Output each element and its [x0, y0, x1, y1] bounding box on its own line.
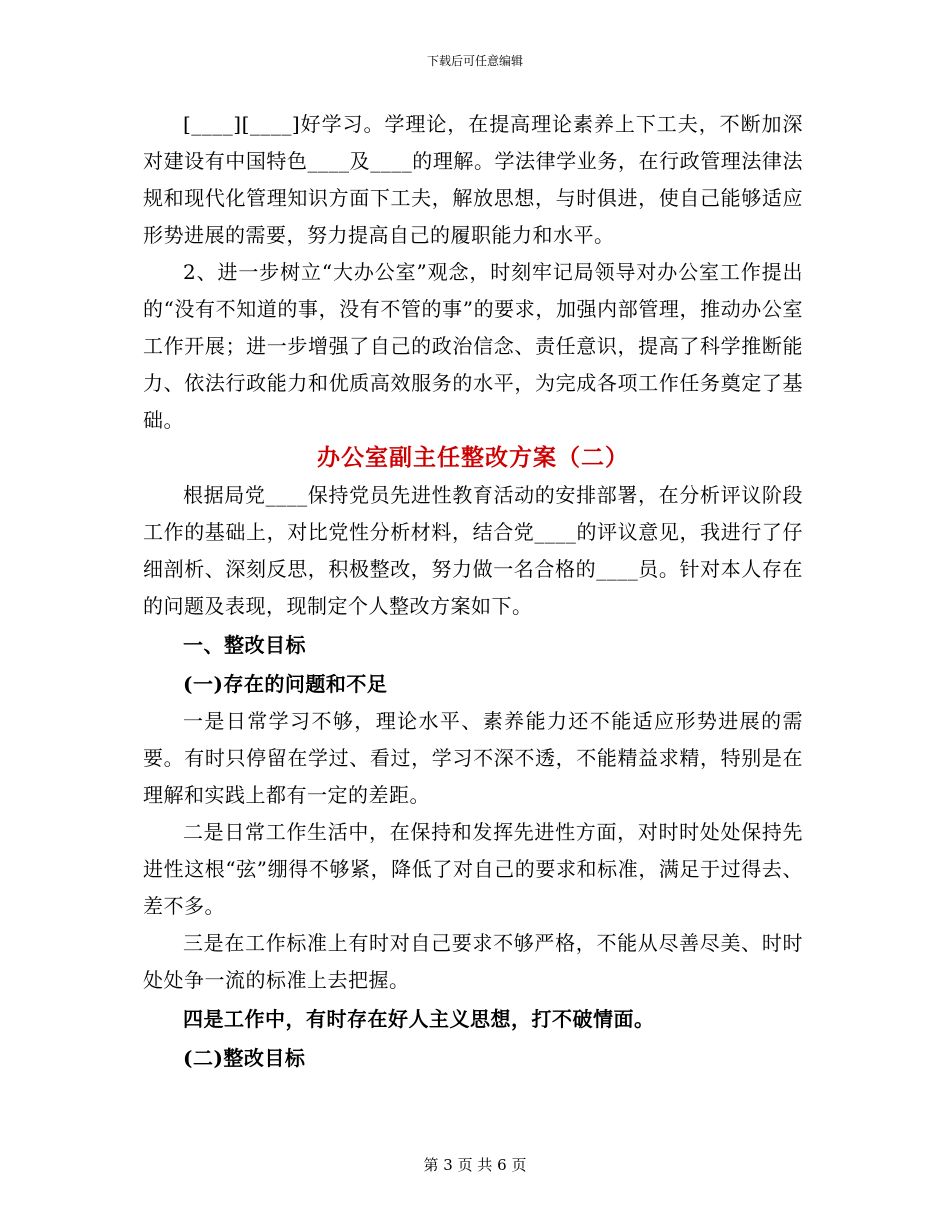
paragraph-intro: 根据局党____保持党员先进性教育活动的安排部署，在分析评议阶段工作的基础上，对比党性分析材料，结合党____的评议意见，我进行了仔细剖析、深刻反思，积极整改，努力做一名合格的____员。针对本人存在的问题及表现，现制定个人整改方案如下。 — [143, 483, 803, 618]
subheading-goals: (二)整改目标 — [183, 1046, 306, 1070]
paragraph-problem-2: 二是日常工作生活中，在保持和发挥先进性方面，对时时处处保持先进性这根“弦”绷得不够紧，降低了对自己的要求和标准，满足于过得去、差不多。 — [143, 820, 803, 918]
paragraph-study: [____][____]好学习。学理论，在提高理论素养上下工夫，不断加深对建设有中国特色____及____的理解。学法律学业务，在行政管理法律法规和现代化管理知识方面下工夫，解放思想，与时俱进，使自己能够适应形势进展的需要，努力提高自己的履职能力和水平。 — [143, 112, 803, 247]
heading-rectification-goal: 一、整改目标 — [183, 633, 306, 657]
paragraph-problem-1: 一是日常学习不够，理论水平、素养能力还不能适应形势进展的需要。有时只停留在学过、看过，学习不深不透，不能精益求精，特别是在理解和实践上都有一定的差距。 — [143, 709, 803, 807]
document-body — [143, 106, 803, 1077]
page-header: 下载后可任意编辑 — [426, 54, 523, 68]
subheading-problems: (一)存在的问题和不足 — [183, 672, 388, 696]
paragraph-problem-3: 三是在工作标准上有时对自己要求不够严格，不能从尽善尽美、时时处处争一流的标准上去把握。 — [143, 931, 803, 992]
page-number: 第 3 页 共 6 页 — [423, 1156, 527, 1174]
paragraph-problem-4: 四是工作中，有时存在好人主义思想，打不破情面。 — [183, 1007, 655, 1031]
paragraph-office-concept: 2、进一步树立“大办公室”观念，时刻牢记局领导对办公室工作提出的“没有不知道的事，没有不管的事”的要求，加强内部管理，推动办公室工作开展；进一步增强了自己的政治信念、责任意识，提高了科学推断能力、依法行政能力和优质高效服务的水平，为完成各项工作任务奠定了基础。 — [143, 260, 803, 432]
section-title: 办公室副主任整改方案（二） — [317, 444, 629, 471]
